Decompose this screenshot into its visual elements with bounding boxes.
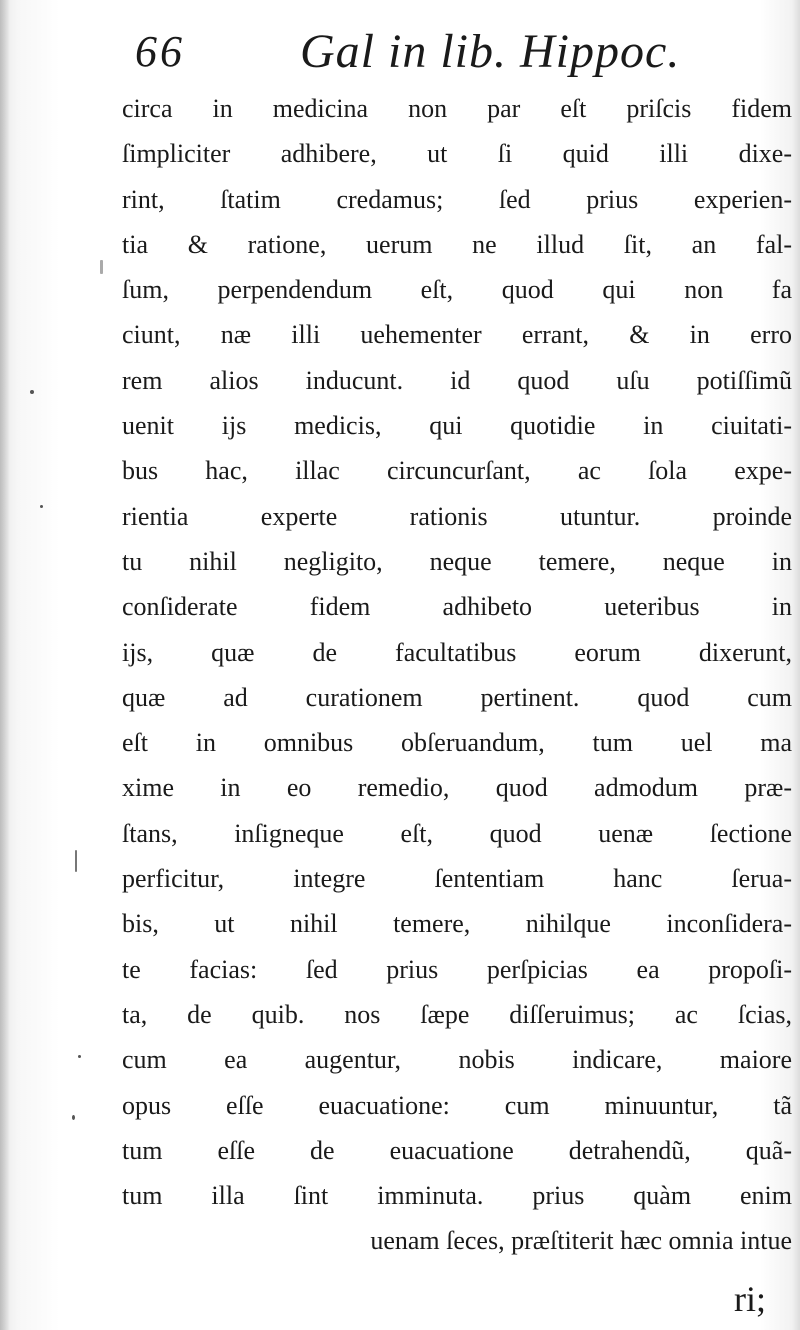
text-line: ta, de quib. nos ſæpe diſſeruimus; ac ſcias, xyxy=(122,999,792,1029)
text-line: tum eſſe de euacuatione detrahendũ, quã- xyxy=(122,1135,792,1165)
text-line: ciunt, næ illi uehementer errant, & in erro xyxy=(122,320,792,350)
text-line: opus eſſe euacuatione: cum minuuntur, tã xyxy=(122,1090,792,1120)
margin-speck xyxy=(72,1115,75,1120)
text-line: tum illa ſint imminuta. prius quàm enim xyxy=(122,1181,792,1211)
text-line: uenit ijs medicis, qui quotidie in ciuitati- xyxy=(122,411,792,441)
text-line: ſum, perpendendum eſt, quod qui non fa xyxy=(122,275,792,305)
margin-speck xyxy=(100,260,103,274)
text-line: uenam ſeces, præſtiterit hæc omnia intue xyxy=(370,1226,792,1256)
text-line: bis, ut nihil temere, nihilque inconſidera- xyxy=(122,909,792,939)
margin-speck xyxy=(78,1055,81,1058)
page-header xyxy=(125,24,765,84)
text-line: ſimpliciter adhibere, ut ſi quid illi dixe- xyxy=(122,139,792,169)
text-line: rem alios inducunt. id quod uſu potiſſimũ xyxy=(122,365,792,395)
text-line: ijs, quæ de facultatibus eorum dixerunt, xyxy=(122,637,792,667)
text-line: tu nihil negligito, neque temere, neque in xyxy=(122,546,792,576)
text-line: conſiderate fidem adhibeto ueteribus in xyxy=(122,592,792,622)
catchword: ri; xyxy=(734,1279,766,1319)
text-line: rientia experte rationis utuntur. proinde xyxy=(122,501,792,531)
margin-speck xyxy=(30,390,34,394)
text-line: tia & ratione, uerum ne illud ſit, an fal- xyxy=(122,229,792,259)
running-title: Gal in lib. Hippoc. xyxy=(300,25,681,78)
gutter-shadow xyxy=(0,0,10,1330)
text-line: te facias: ſed prius perſpicias ea propoſi- xyxy=(122,954,792,984)
text-line: quæ ad curationem pertinent. quod cum xyxy=(122,682,792,712)
text-line: circa in medicina non par eſt priſcis fidem xyxy=(122,94,792,123)
text-line: rint, ſtatim credamus; ſed prius experien- xyxy=(122,184,792,214)
page-number: 66 xyxy=(135,27,185,76)
text-line: eſt in omnibus obſeruandum, tum uel ma xyxy=(122,728,792,758)
text-line: ſtans, inſigneque eſt, quod uenæ ſectione xyxy=(122,818,792,848)
body-text xyxy=(122,86,792,1264)
text-line: cum ea augentur, nobis indicare, maiore xyxy=(122,1045,792,1075)
text-line: xime in eo remedio, quod admodum præ- xyxy=(122,773,792,803)
margin-speck xyxy=(75,850,77,872)
margin-speck xyxy=(40,505,43,508)
text-line: perficitur, integre ſententiam hanc ſerua- xyxy=(122,864,792,894)
text-line: bus hac, illac circuncurſant, ac ſola expe- xyxy=(122,456,792,486)
